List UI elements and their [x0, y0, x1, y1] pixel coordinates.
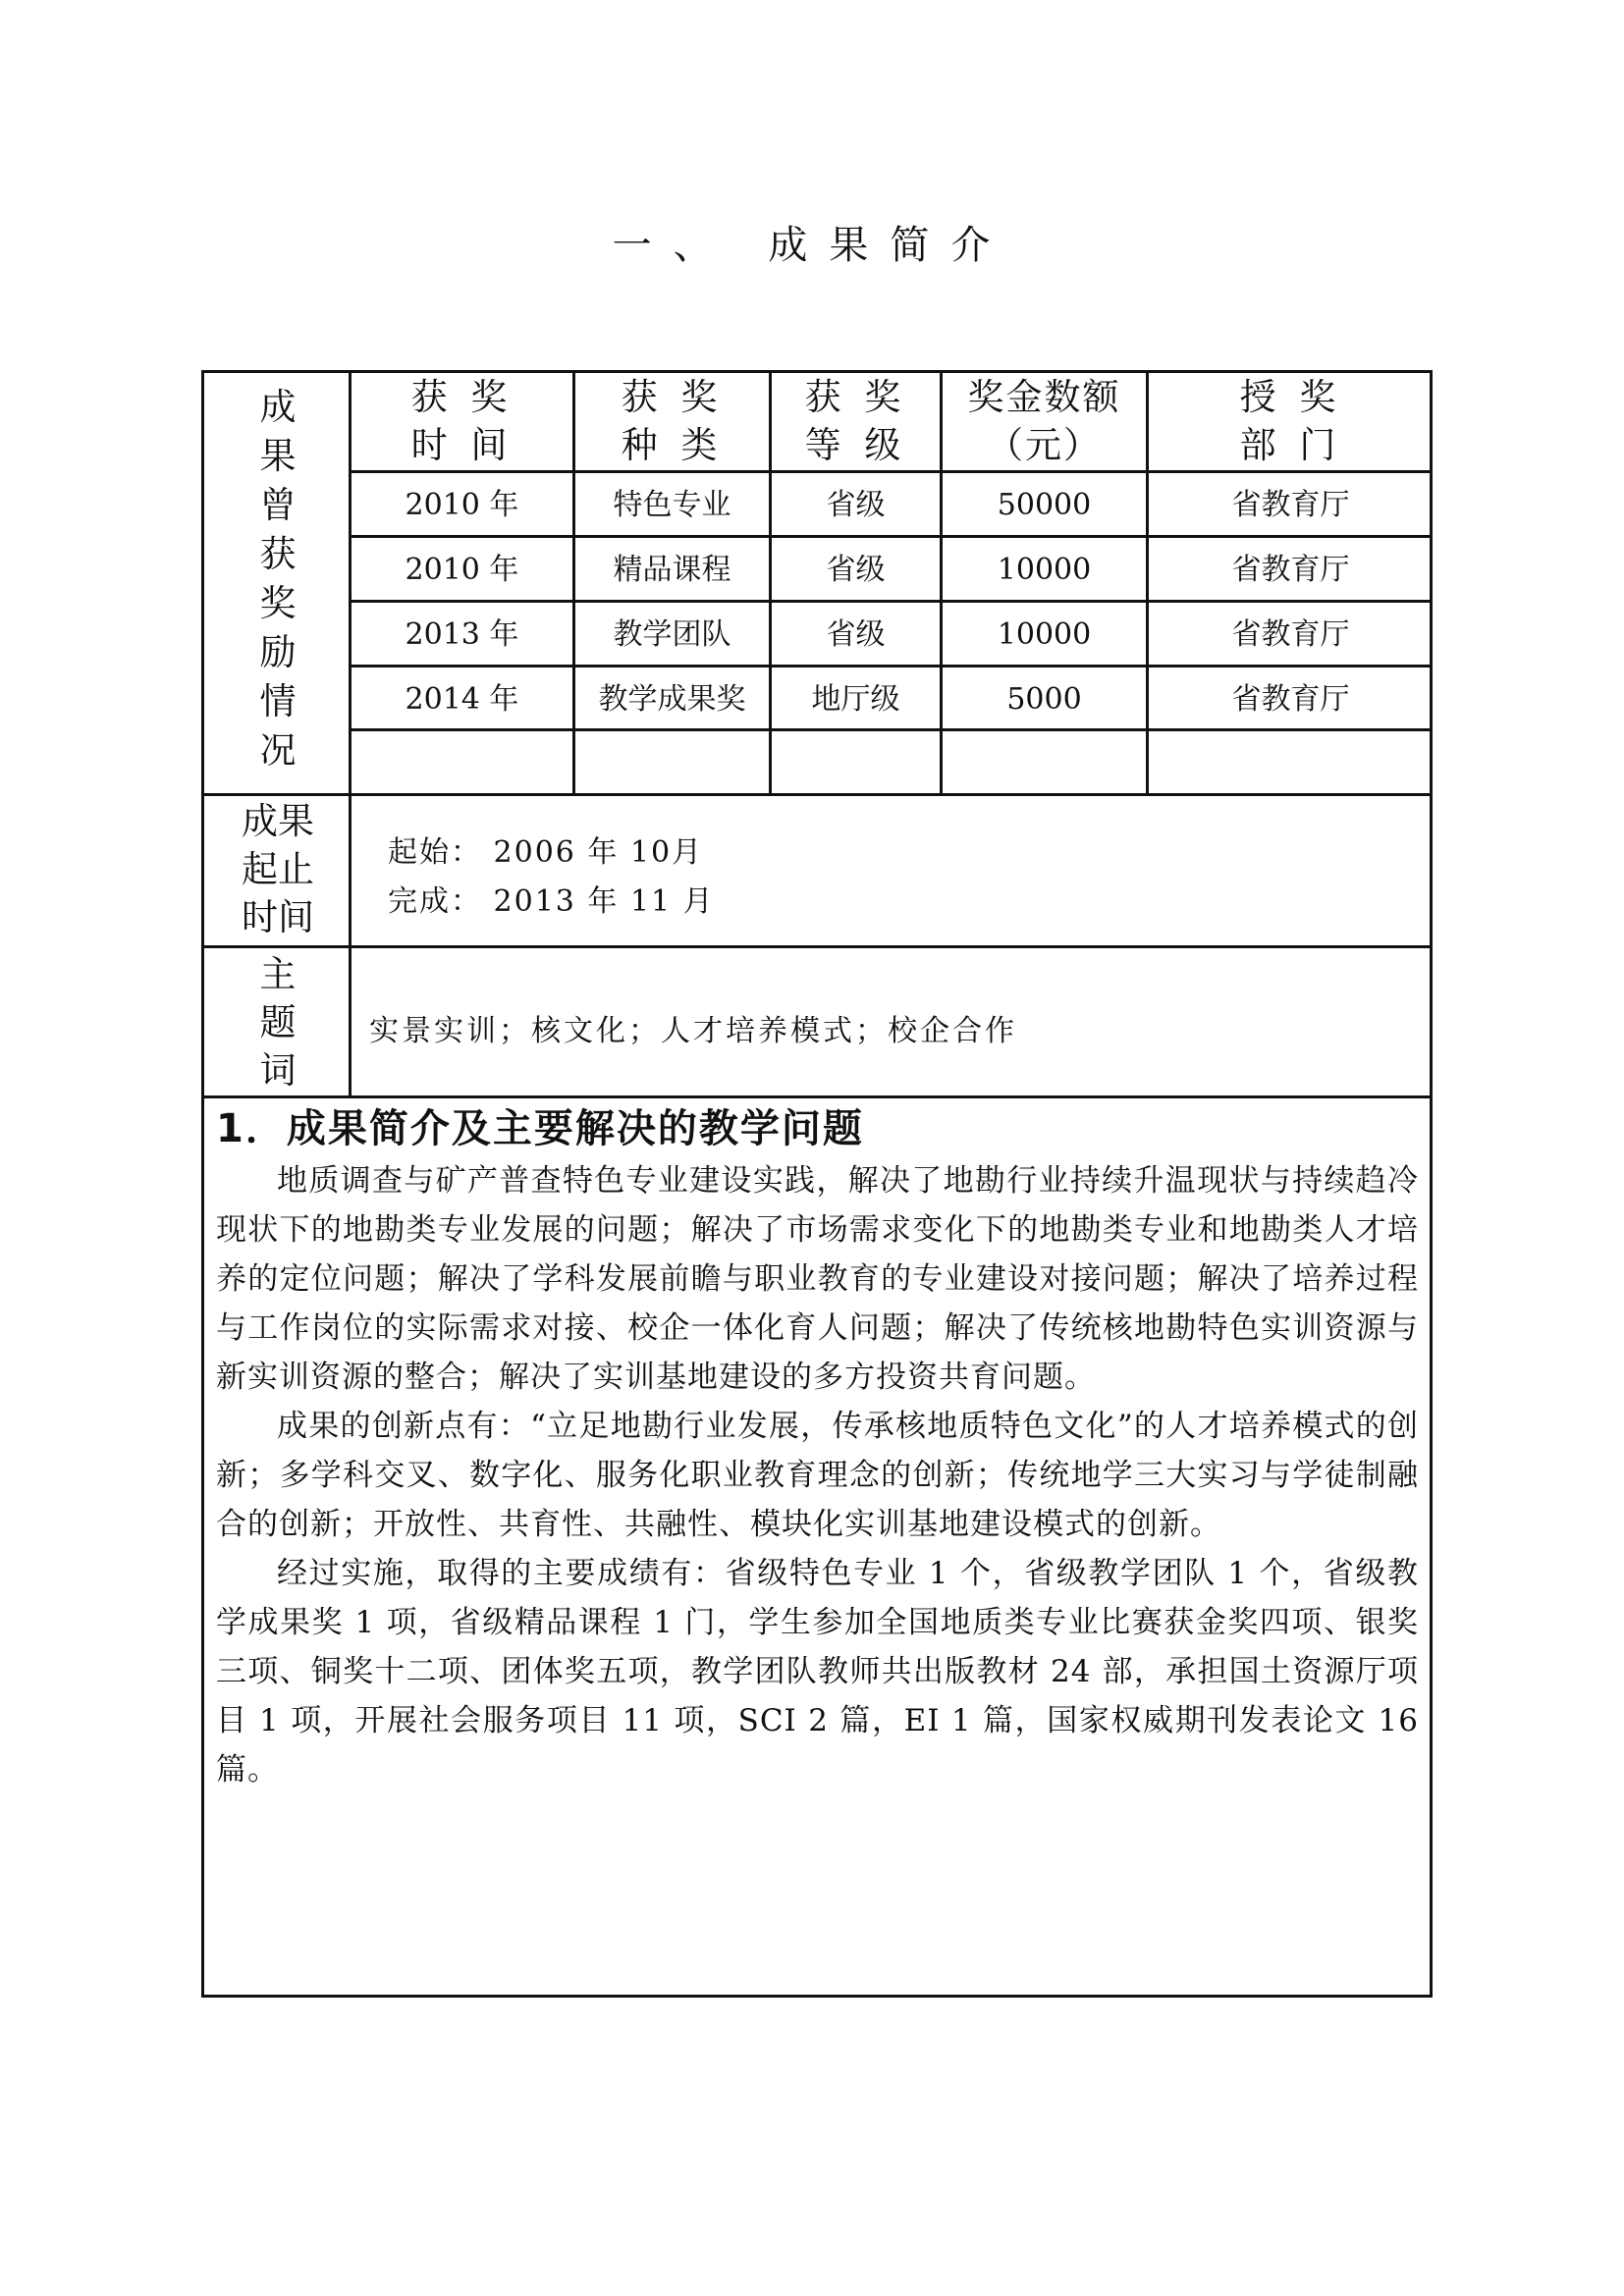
award-level-cell: 省级 — [826, 617, 886, 652]
label-line: 起止 — [242, 848, 314, 890]
label-char: 题 — [259, 1001, 297, 1043]
award-dept-cell: 省教育厅 — [1231, 488, 1350, 522]
header-award-time: 获 奖 时 间 — [410, 376, 514, 466]
header-prize-amount: 奖金数额 （元） — [967, 376, 1121, 466]
period-start: 起始： 2006 年 10月 — [388, 835, 704, 870]
table-rule — [201, 945, 1433, 948]
label-char: 成 — [259, 386, 297, 428]
summary-paragraph: 地质调查与矿产普查特色专业建设实践，解决了地勘行业持续升温现状与持续趋冷现状下的地勘类专业发展的问题；解决了市场需求变化下的地勘类专业和地勘类人才培养的定位问题；解决了学科发展前瞻与职业教育的专业建设对接问题；解决了培养过程与工作岗位的实际需求对接、校企一体化育人问题；解决了传统核地勘特色实训资源与新实训资源的整合；解决了实训基地建设的多方投资共育问题。 — [216, 1163, 1419, 1395]
label-char: 励 — [259, 631, 297, 673]
label-char: 果 — [259, 435, 297, 477]
summary-paragraph: 成果的创新点有：“立足地勘行业发展，传承核地质特色文化”的人才培养模式的创新；多学科交叉、数字化、服务化职业教育理念的创新；传统地学三大实习与学徒制融合的创新；开放性、共育性、共融性、模块化实训基地建设模式的创新。 — [216, 1409, 1419, 1542]
award-amount-cell: 10000 — [997, 617, 1092, 652]
label-char: 情 — [259, 680, 297, 722]
award-type-cell: 教学团队 — [613, 617, 731, 652]
award-level-cell: 地厅级 — [811, 682, 900, 717]
label-char: 词 — [259, 1049, 297, 1092]
award-amount-cell: 50000 — [997, 488, 1092, 522]
label-char: 获 — [259, 533, 297, 575]
award-year-cell: 2014 年 — [405, 682, 519, 717]
awards-row-label — [226, 383, 330, 775]
label-line: 时间 — [242, 896, 314, 938]
label-line: 成果 — [242, 800, 314, 842]
period-row-label — [226, 797, 330, 941]
label-char: 奖 — [259, 582, 297, 624]
keywords-row-label — [226, 950, 330, 1095]
page-title: 一、 成果简介 — [612, 223, 1012, 268]
period-end: 完成： 2013 年 11 月 — [388, 884, 715, 919]
award-level-cell: 省级 — [826, 553, 886, 587]
summary-body — [216, 1156, 1419, 1794]
award-amount-cell: 10000 — [997, 553, 1092, 587]
label-char: 主 — [259, 953, 297, 995]
header-award-type: 获 奖 种 类 — [621, 376, 724, 466]
award-dept-cell: 省教育厅 — [1231, 553, 1350, 587]
label-char: 况 — [259, 729, 297, 772]
summary-heading: 1．成果简介及主要解决的教学问题 — [216, 1106, 864, 1151]
award-type-cell: 教学成果奖 — [598, 682, 746, 717]
award-level-cell: 省级 — [826, 488, 886, 522]
keywords-value: 实景实训；核文化；人才培养模式；校企合作 — [369, 1014, 1017, 1048]
header-awarding-dept: 授 奖 部 门 — [1239, 376, 1342, 466]
award-amount-cell: 5000 — [1006, 682, 1082, 717]
table-rule — [201, 793, 1433, 796]
summary-paragraph: 经过实施，取得的主要成绩有：省级特色专业 1 个，省级教学团队 1 个，省级教学成果奖 1 项，省级精品课程 1 门，学生参加全国地质类专业比赛获金奖四项、银奖三项、铜奖十二项、团体奖五项，教学团队教师共出版教材 24 部，承担国土资源厅项目 1 项，开展社会服务项目 11 项，SCI 2 篇，EI 1 篇，国家权威期刊发表论文 16 篇。 — [216, 1556, 1419, 1788]
header-award-level: 获 奖 等 级 — [804, 376, 907, 466]
award-type-cell: 特色专业 — [613, 488, 731, 522]
award-year-cell: 2010 年 — [405, 553, 519, 587]
award-year-cell: 2010 年 — [405, 488, 519, 522]
award-dept-cell: 省教育厅 — [1231, 617, 1350, 652]
award-year-cell: 2013 年 — [405, 617, 519, 652]
award-type-cell: 精品课程 — [613, 553, 731, 587]
label-char: 曾 — [259, 484, 297, 526]
award-dept-cell: 省教育厅 — [1231, 682, 1350, 717]
